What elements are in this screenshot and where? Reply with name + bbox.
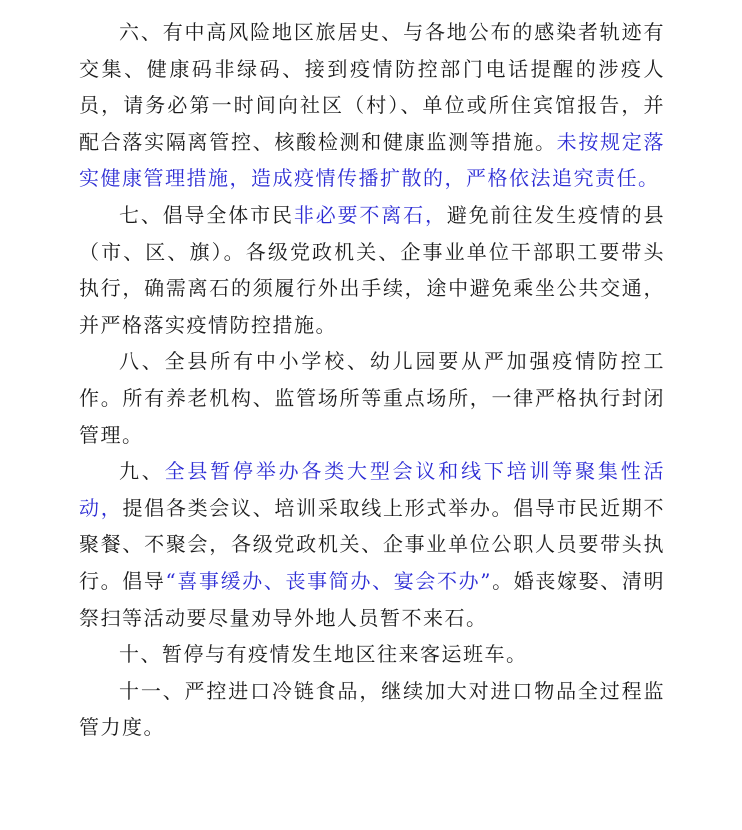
paragraph-seven-text-start: 七、倡导全体市民 [119, 202, 294, 227]
paragraph-eight-text: 八、全县所有中小学校、幼儿园要从严加强疫情防控工作。所有养老机构、监管场所等重点场所，一律严格执行封闭管理。 [79, 349, 665, 447]
paragraph-seven-highlight: 非必要不离石， [293, 202, 447, 227]
paragraph-seven [79, 197, 665, 343]
paragraph-nine-number: 九、 [119, 459, 165, 484]
paragraph-eight [79, 343, 665, 453]
paragraph-six [79, 14, 665, 197]
paragraph-nine [79, 453, 665, 636]
paragraph-six-highlight: 未按规定落实健康管理措施，造成疫情传播扩散的，严格依法追究责任。 [79, 129, 666, 191]
document-body [79, 14, 665, 746]
paragraph-nine-text-end: 。婚丧嫁娶、清明祭扫等活动要尽量劝导外地人员暂不来石。 [79, 568, 666, 630]
paragraph-nine-text-middle: 提倡各类会议、培训采取线上形式举办。倡导市民近期不聚餐、不聚会，各级党政机关、企事业单位公职人员要带头执行。倡导 [79, 495, 666, 593]
paragraph-nine-highlight-1: 全县暂停举办各类大型会议和线下培训等聚集性活动， [79, 459, 666, 520]
paragraph-ten-text: 十、暂停与有疫情发生地区往来客运班车。 [119, 642, 528, 667]
paragraph-ten [79, 636, 665, 673]
paragraph-seven-text-end: 避免前往发生疫情的县（市、区、旗）。各级党政机关、企事业单位干部职工要带头执行，确需离石的须履行外出手续，途中避免乘坐公共交通，并严格落实疫情防控措施。 [79, 202, 666, 337]
paragraph-eleven-text: 十一、严控进口冷链食品，继续加大对进口物品全过程监管力度。 [79, 678, 665, 740]
paragraph-nine-highlight-2: “喜事缓办、丧事简办、宴会不办” [165, 568, 492, 593]
paragraph-eleven [79, 673, 665, 746]
paragraph-six-text: 六、有中高风险地区旅居史、与各地公布的感染者轨迹有交集、健康码非绿码、接到疫情防控部门电话提醒的涉疫人员，请务必第一时间向社区（村）、单位或所住宾馆报告，并配合落实隔离管控、核酸检测和健康监测等措施。 [79, 20, 665, 154]
